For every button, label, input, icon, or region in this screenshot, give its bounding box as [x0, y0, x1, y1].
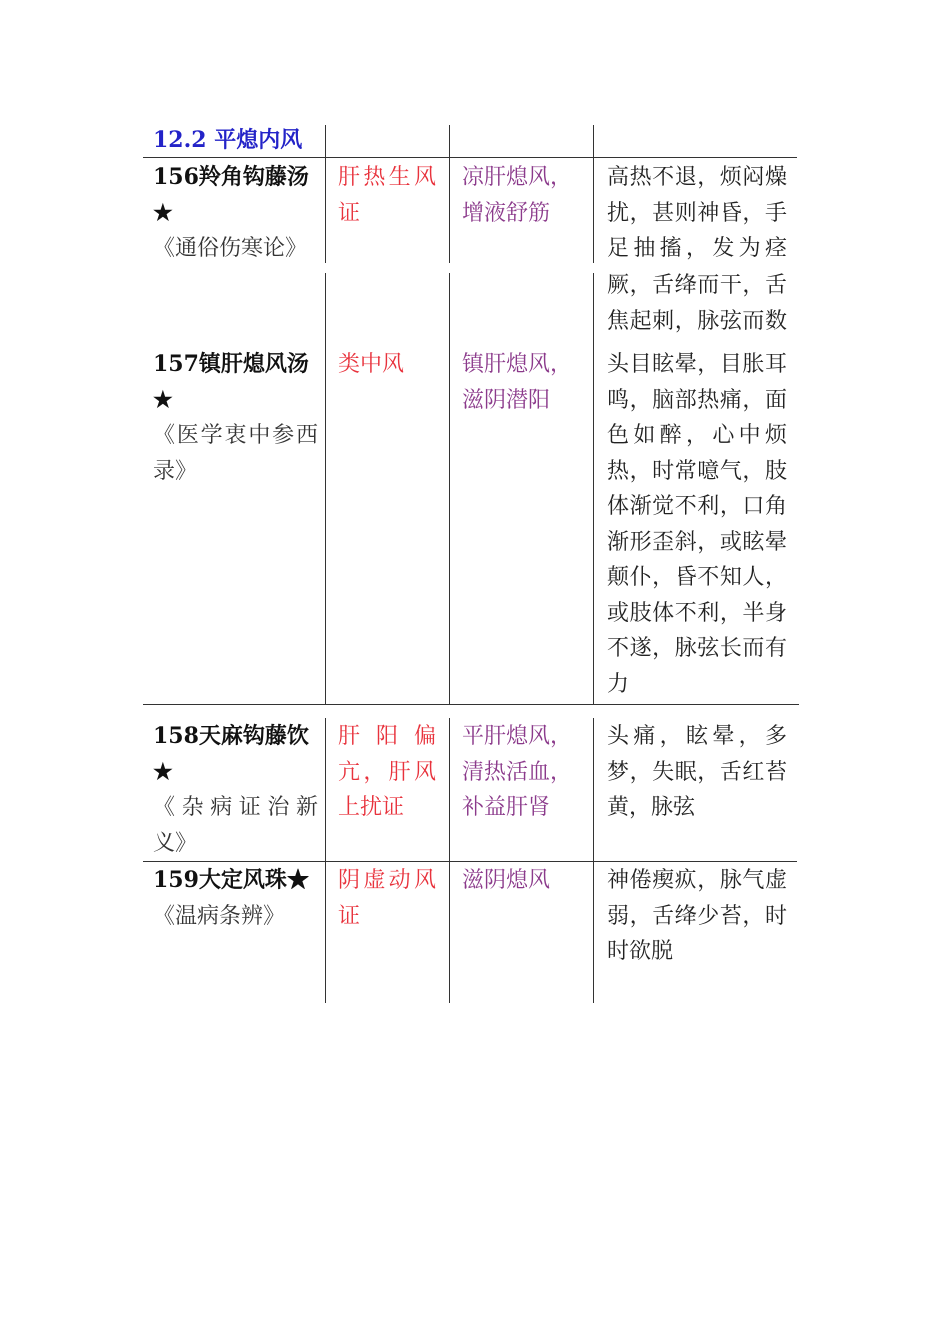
effect-cell: 滋阴熄风 — [462, 868, 551, 893]
section-title: 12.2 平熄内风 — [153, 127, 303, 153]
syndrome-cell: 肝阳偏亢，肝风上扰证 — [338, 724, 436, 820]
effect-cell: 平肝熄风，清热活血，补益肝肾 — [462, 724, 573, 820]
formula-cell — [153, 863, 318, 934]
symptom-cell: 高热不退，烦闷燥扰，甚则神昏，手足抽搐，发为痉 — [607, 165, 787, 261]
formula-source: 《通俗伤寒论》 — [153, 236, 308, 261]
syndrome-cell: 肝热生风证 — [338, 165, 436, 226]
column-divider — [449, 125, 450, 263]
table-rule — [143, 704, 799, 705]
column-divider — [593, 273, 594, 705]
column-divider — [449, 273, 450, 705]
symptom-cell: 头痛，眩晕，多梦，失眠，舌红苔黄，脉弦 — [607, 724, 787, 820]
syndrome-cell: 类中风 — [338, 352, 405, 377]
formula-name: 157镇肝熄风汤 — [153, 351, 309, 377]
key-star-icon: ★ — [286, 867, 309, 893]
symptom-cell-continued: 厥，舌绛而干，舌焦起刺，脉弦而数 — [607, 273, 787, 334]
table-rule — [143, 157, 797, 158]
column-divider — [325, 273, 326, 705]
formula-cell — [153, 347, 318, 489]
column-divider — [593, 125, 594, 263]
formula-name: 156羚角钩藤汤 — [153, 164, 309, 190]
formula-name: 158天麻钩藤饮 — [153, 723, 309, 749]
formula-source: 《医学衷中参西录》 — [153, 423, 318, 484]
symptom-cell: 头目眩晕，目胀耳鸣，脑部热痛，面色如醉，心中烦热，时常噫气，肢体渐觉不利，口角渐形歪斜，或眩晕颠仆，昏不知人，或肢体不利，半身不遂，脉弦长而有力 — [607, 352, 787, 697]
key-star-icon: ★ — [153, 199, 173, 226]
key-star-icon: ★ — [153, 758, 173, 785]
formula-name: 159大定风珠★ — [153, 867, 309, 893]
key-star-icon: ★ — [153, 386, 173, 413]
effect-cell: 凉肝熄风，增液舒筋 — [462, 165, 573, 226]
formula-source: 《温病条辨》 — [153, 903, 286, 929]
symptom-cell: 神倦瘈疭，脉气虚弱，舌绛少苔，时时欲脱 — [607, 868, 787, 964]
effect-cell: 镇肝熄风，滋阴潜阳 — [462, 352, 573, 413]
formula-cell — [153, 719, 318, 861]
formula-source: 《杂病证治新义》 — [153, 795, 318, 856]
column-divider — [325, 125, 326, 263]
column-divider — [449, 718, 450, 1003]
column-divider — [325, 718, 326, 1003]
syndrome-cell: 阴虚动风证 — [338, 868, 436, 929]
formula-cell — [153, 160, 318, 267]
table-rule — [143, 861, 797, 862]
column-divider — [593, 718, 594, 1003]
